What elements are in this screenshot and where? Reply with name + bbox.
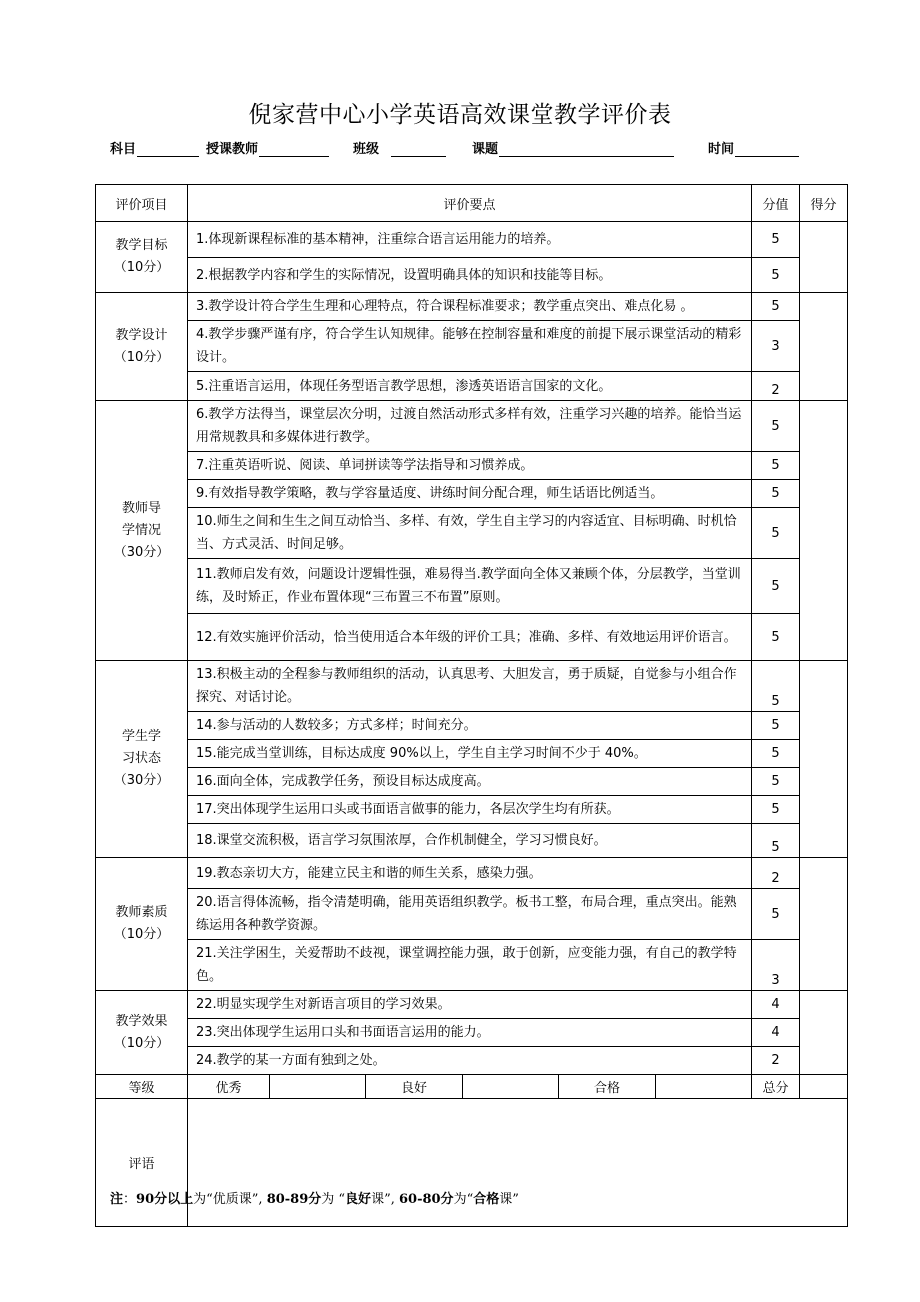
criterion-text: 23.突出体现学生运用口头和书面语言运用的能力。	[188, 1019, 752, 1047]
section-students	[96, 661, 188, 858]
grade-pass: 合格	[559, 1075, 656, 1099]
header-score: 分值	[752, 185, 800, 222]
class-label: 班级	[353, 142, 380, 157]
criterion-text: 6.教学方法得当，课堂层次分明，过渡自然活动形式多样有效，注重学习兴趣的培养。能恰当运用常规教具和多媒体进行教学。	[188, 401, 752, 452]
criterion-text: 17.突出体现学生运用口头或书面语言做事的能力，各层次学生均有所获。	[188, 796, 752, 824]
note-text: 课”,	[371, 1192, 399, 1207]
teacher-field	[206, 138, 329, 157]
table-row	[96, 1019, 848, 1047]
section-name: 教学效果	[115, 1013, 168, 1029]
note-prefix: 注	[110, 1192, 124, 1207]
note-bold: 60-80分	[398, 1192, 454, 1207]
criterion-score: 2	[752, 1047, 800, 1075]
criterion-score: 4	[752, 1019, 800, 1047]
topic-label: 课题	[472, 142, 499, 157]
table-row	[96, 321, 848, 372]
note-text: ：	[123, 1192, 137, 1207]
table-row	[96, 559, 848, 614]
topic-field	[472, 138, 674, 157]
note-bold: 良好	[345, 1192, 372, 1207]
criterion-score: 5	[752, 480, 800, 508]
criterion-score: 2	[752, 858, 800, 889]
note-bold: 90分以上	[136, 1192, 194, 1207]
subject-label: 科目	[110, 142, 137, 157]
grade-excellent-blank[interactable]	[270, 1075, 366, 1099]
score-input-cell[interactable]	[800, 293, 848, 401]
grade-excellent: 优秀	[188, 1075, 270, 1099]
score-input-cell[interactable]	[800, 401, 848, 661]
criterion-text: 13.积极主动的全程参与教师组织的活动，认真思考、大胆发言，勇于质疑，自觉参与小组合作探究、对话讨论。	[188, 661, 752, 712]
table-row	[96, 1047, 848, 1075]
criterion-score: 5	[752, 222, 800, 258]
evaluation-table	[95, 184, 848, 1227]
info-line	[110, 138, 810, 158]
section-weight: （10分）	[113, 1035, 170, 1051]
comment-row	[96, 1099, 848, 1227]
criterion-score: 2	[752, 372, 800, 401]
section-name: 教学目标	[115, 238, 168, 253]
teacher-blank[interactable]	[259, 142, 329, 157]
note-text: 课”	[499, 1192, 519, 1207]
criterion-text: 24.教学的某一方面有独到之处。	[188, 1047, 752, 1075]
section-design	[96, 293, 188, 401]
note-text: 为 “	[321, 1192, 346, 1207]
table-row	[96, 258, 848, 293]
header-item: 评价项目	[96, 185, 188, 222]
criterion-text: 1.体现新课程标准的基本精神，注重综合语言运用能力的培养。	[188, 222, 752, 258]
criterion-score: 5	[752, 401, 800, 452]
criterion-score: 5	[752, 889, 800, 940]
criterion-text: 2.根据教学内容和学生的实际情况，设置明确具体的知识和技能等目标。	[188, 258, 752, 293]
section-weight: （10分）	[113, 260, 170, 275]
total-blank[interactable]	[800, 1075, 848, 1099]
section-name: 教师导	[121, 500, 161, 516]
table-row	[96, 614, 848, 661]
section-goals	[96, 222, 188, 293]
note-text: 为“优质课”,	[193, 1192, 267, 1207]
criterion-text: 3.教学设计符合学生生理和心理特点，符合课程标准要求；教学重点突出、难点化易 。	[188, 293, 752, 321]
score-input-cell[interactable]	[800, 991, 848, 1075]
criterion-score: 5	[752, 258, 800, 293]
time-blank[interactable]	[735, 142, 799, 157]
topic-blank[interactable]	[499, 142, 674, 157]
criterion-text: 22.明显实现学生对新语言项目的学习效果。	[188, 991, 752, 1019]
criterion-text: 15.能完成当堂训练，目标达成度 90%以上，学生自主学习时间不少于 40%。	[188, 740, 752, 768]
criterion-text: 7.注重英语听说、阅读、单词拼读等学法指导和习惯养成。	[188, 452, 752, 480]
criterion-text: 4.教学步骤严谨有序，符合学生认知规律。能够在控制容量和难度的前提下展示课堂活动的精彩设计。	[188, 321, 752, 372]
criterion-text: 14.参与活动的人数较多；方式多样；时间充分。	[188, 712, 752, 740]
section-weight: （10分）	[113, 349, 170, 365]
teacher-label: 授课教师	[206, 142, 259, 157]
section-quality	[96, 858, 188, 991]
grade-good-blank[interactable]	[463, 1075, 559, 1099]
section-name: 习状态	[121, 751, 161, 766]
page-title: 倪家营中心小学英语高效课堂教学评价表	[248, 102, 672, 128]
criterion-score: 4	[752, 991, 800, 1019]
section-teaching	[96, 401, 188, 661]
criterion-score: 5	[752, 614, 800, 661]
section-weight: （30分）	[113, 773, 170, 788]
header-row	[96, 185, 848, 222]
criterion-text: 11.教师启发有效，问题设计逻辑性强，难易得当.教学面向全体又兼顾个体，分层教学，当堂训练，及时矫正，作业布置体现“三布置三不布置”原则。	[188, 559, 752, 614]
section-name: 学情况	[121, 522, 161, 538]
section-effect	[96, 991, 188, 1075]
table-row	[96, 508, 848, 559]
criterion-score: 5	[752, 508, 800, 559]
grade-good: 良好	[366, 1075, 463, 1099]
section-name: 教学设计	[115, 327, 168, 343]
criterion-text: 10.师生之间和生生之间互动恰当、多样、有效，学生自主学习的内容适宜、目标明确、时机恰当、方式灵活、时间足够。	[188, 508, 752, 559]
criterion-score: 5	[752, 768, 800, 796]
class-field	[353, 138, 446, 157]
criterion-text: 16.面向全体，完成教学任务，预设目标达成度高。	[188, 768, 752, 796]
section-weight: （30分）	[113, 544, 170, 560]
subject-blank[interactable]	[137, 142, 199, 157]
time-label: 时间	[708, 142, 735, 157]
criterion-text: 9.有效指导教学策略，教与学容量适度、讲练时间分配合理，师生话语比例适当。	[188, 480, 752, 508]
header-points: 评价要点	[188, 185, 752, 222]
table-row	[96, 858, 848, 889]
criterion-text: 5.注重语言运用，体现任务型语言教学思想，渗透英语语言国家的文化。	[188, 372, 752, 401]
note-bold: 合格	[473, 1192, 500, 1207]
grade-pass-blank[interactable]	[656, 1075, 752, 1099]
table-row	[96, 940, 848, 991]
criterion-score: 5	[752, 740, 800, 768]
table-row	[96, 991, 848, 1019]
section-name: 教师素质	[115, 905, 168, 920]
score-input-cell[interactable]	[800, 858, 848, 991]
class-blank[interactable]	[391, 142, 446, 157]
criterion-score: 5	[752, 796, 800, 824]
header-got: 得分	[800, 185, 848, 222]
criterion-score: 5	[752, 824, 800, 858]
criterion-score: 5	[752, 712, 800, 740]
note-text: 为“	[453, 1192, 474, 1207]
criterion-score: 5	[752, 452, 800, 480]
note-bold: 80-89分	[266, 1192, 322, 1207]
criterion-text: 18.课堂交流积极，语言学习氛围浓厚，合作机制健全，学习习惯良好。	[188, 824, 752, 858]
criterion-text: 21.关注学困生，关爱帮助不歧视，课堂调控能力强，敢于创新，应变能力强，有自己的教学特色。	[188, 940, 752, 991]
table-row	[96, 768, 848, 796]
grade-row	[96, 1075, 848, 1099]
grade-label: 等级	[96, 1075, 188, 1099]
table-row	[96, 712, 848, 740]
footnote	[110, 1188, 519, 1207]
comment-label: 评语	[96, 1099, 188, 1227]
criterion-score: 3	[752, 940, 800, 991]
section-name: 学生学	[121, 729, 161, 744]
table-row	[96, 480, 848, 508]
criterion-score: 5	[752, 559, 800, 614]
criterion-text: 12.有效实施评价活动，恰当使用适合本年级的评价工具；准确、多样、有效地运用评价语言。	[188, 614, 752, 661]
table-row	[96, 222, 848, 258]
criterion-score: 5	[752, 293, 800, 321]
table-row	[96, 796, 848, 824]
time-field	[708, 138, 799, 157]
comment-area[interactable]	[188, 1099, 848, 1227]
table-row	[96, 452, 848, 480]
table-row	[96, 293, 848, 321]
criterion-score: 5	[752, 661, 800, 712]
subject-field	[110, 138, 199, 157]
score-input-cell[interactable]	[800, 222, 848, 293]
criterion-score: 3	[752, 321, 800, 372]
table-row	[96, 401, 848, 452]
criterion-text: 20.语言得体流畅，指令清楚明确，能用英语组织教学。板书工整，布局合理，重点突出。能熟练运用各种教学资源。	[188, 889, 752, 940]
table-row	[96, 824, 848, 858]
total-label: 总分	[752, 1075, 800, 1099]
table-row	[96, 372, 848, 401]
table-row	[96, 661, 848, 712]
table-row	[96, 889, 848, 940]
score-input-cell[interactable]	[800, 661, 848, 858]
section-weight: （10分）	[113, 927, 170, 942]
criterion-text: 19.教态亲切大方，能建立民主和谐的师生关系，感染力强。	[188, 858, 752, 889]
table-row	[96, 740, 848, 768]
